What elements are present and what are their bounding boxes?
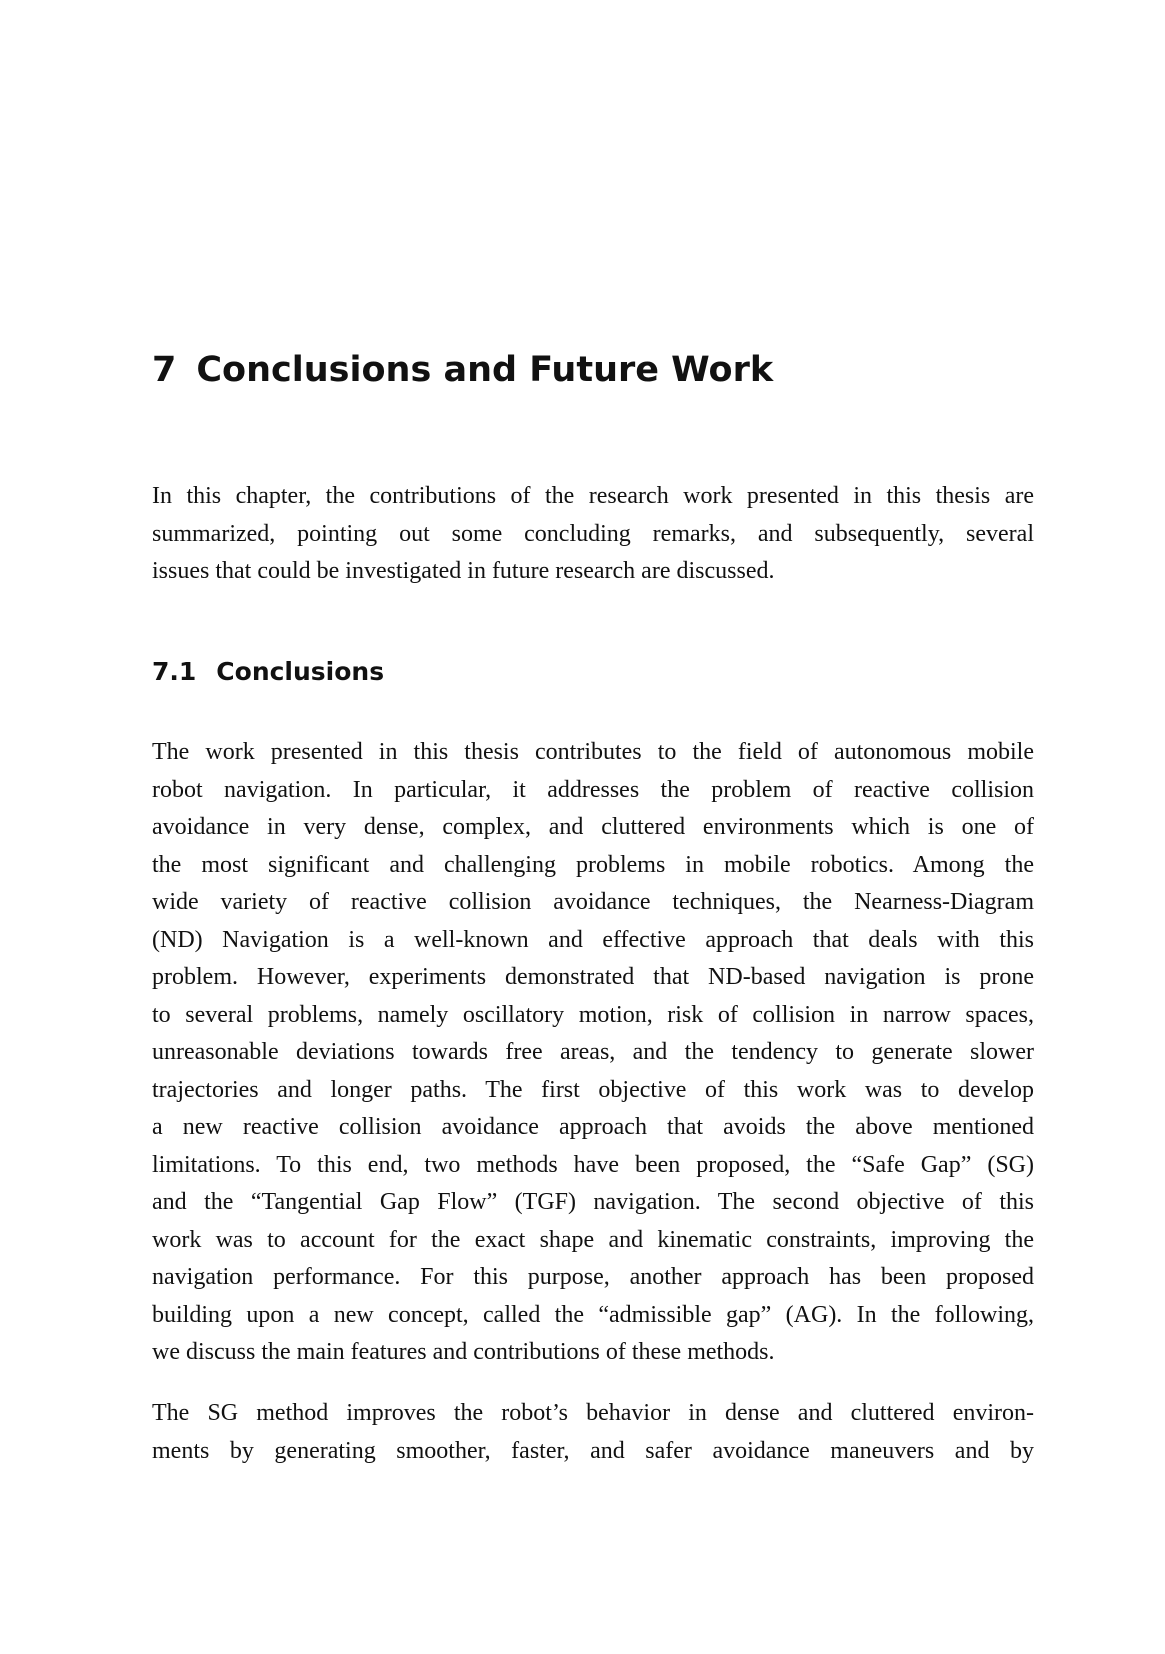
chapter-number: 7 [152, 350, 177, 390]
text-line: and the “Tangential Gap Flow” (TGF) navigation. The second objective of this [152, 1189, 1034, 1215]
text-line: we discuss the main features and contributions of these methods. [152, 1339, 775, 1365]
text-line: The SG method improves the robot’s behavior in dense and cluttered environ- [152, 1400, 1034, 1426]
conclusions-paragraph [152, 734, 1034, 1372]
text-line: navigation performance. For this purpose, another approach has been proposed [152, 1264, 1034, 1290]
text-line: The work presented in this thesis contributes to the field of autonomous mobile [152, 739, 1034, 765]
text-line: problem. However, experiments demonstrated that ND-based navigation is prone [152, 964, 1034, 990]
text-line: summarized, pointing out some concluding remarks, and subsequently, several [152, 520, 1034, 547]
text-line: a new reactive collision avoidance approach that avoids the above mentioned [152, 1114, 1034, 1140]
text-line: wide variety of reactive collision avoidance techniques, the Nearness-Diagram [152, 889, 1034, 915]
text-line: to several problems, namely oscillatory motion, risk of collision in narrow spaces, [152, 1001, 1034, 1028]
text-line: work was to account for the exact shape and kinematic constraints, improving the [152, 1226, 1034, 1253]
text-line: trajectories and longer paths. The first objective of this work was to develop [152, 1076, 1034, 1103]
text-line: In this chapter, the contributions of the research work presented in this thesis are [152, 483, 1034, 509]
intro-paragraph [152, 478, 1034, 591]
section-heading [152, 655, 384, 689]
chapter-title: Conclusions and Future Work [196, 350, 774, 390]
section-number: 7.1 [152, 657, 197, 686]
text-line: unreasonable deviations towards free areas, and the tendency to generate slower [152, 1039, 1034, 1065]
text-line: limitations. To this end, two methods have been proposed, the “Safe Gap” (SG) [152, 1151, 1034, 1178]
section-title: Conclusions [216, 657, 385, 686]
text-line: building upon a new concept, called the “admissible gap” (AG). In the following, [152, 1301, 1034, 1328]
text-line: avoidance in very dense, complex, and cluttered environments which is one of [152, 814, 1034, 840]
chapter-heading [152, 348, 773, 392]
text-line: robot navigation. In particular, it addresses the problem of reactive collision [152, 776, 1034, 803]
text-line: the most significant and challenging problems in mobile robotics. Among the [152, 851, 1034, 878]
sg-paragraph [152, 1395, 1034, 1470]
text-line: ments by generating smoother, faster, and safer avoidance maneuvers and by [152, 1437, 1034, 1464]
text-line: issues that could be investigated in future research are discussed. [152, 558, 775, 584]
text-line: (ND) Navigation is a well-known and effective approach that deals with this [152, 926, 1034, 953]
